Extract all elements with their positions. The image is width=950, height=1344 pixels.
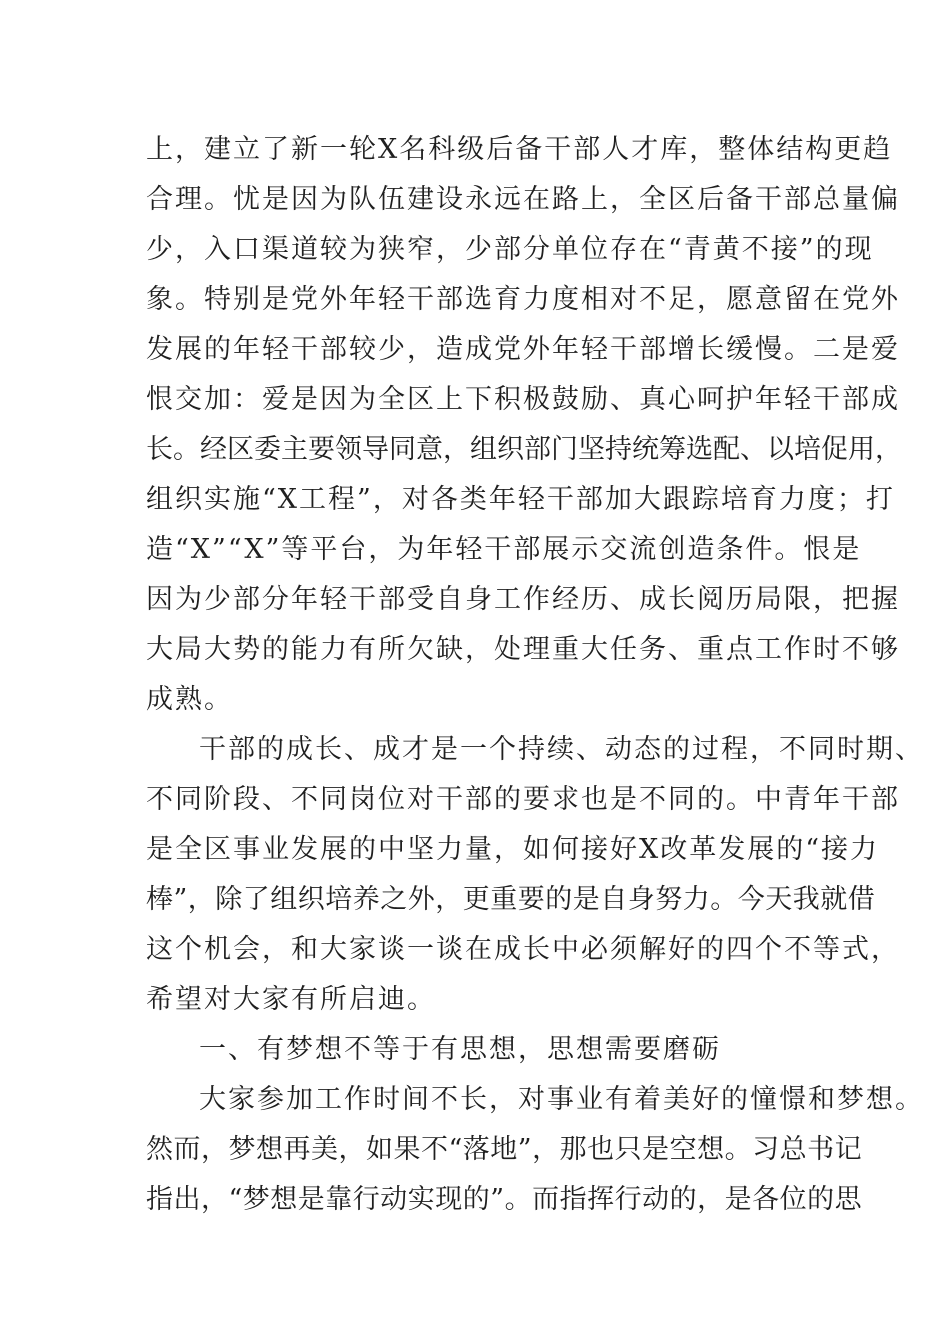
section-heading: 一、有梦想不等于有思想，思想需要磨砺 — [199, 1034, 721, 1065]
text-line: 造“X”“X”等平台，为年轻干部展示交流创造条件。恨是 — [146, 534, 862, 565]
paragraph-first-line: 大家参加工作时间不长，对事业有着美好的憧憬和梦想。 — [199, 1084, 924, 1115]
text-line: 这个机会，和大家谈一谈在成长中必须解好的四个不等式， — [146, 934, 900, 965]
text-line: 恨交加：爱是因为全区上下积极鼓励、真心呵护年轻干部成 — [146, 384, 900, 415]
text-line: 成熟。 — [146, 684, 233, 715]
text-line: 上，建立了新一轮X名科级后备干部人才库，整体结构更趋 — [146, 134, 893, 165]
text-line: 不同阶段、不同岗位对干部的要求也是不同的。中青年干部 — [146, 784, 900, 815]
text-line: 棒”，除了组织培养之外，更重要的是自身努力。今天我就借 — [146, 884, 876, 915]
text-line: 是全区事业发展的中坚力量，如何接好X改革发展的“接力 — [146, 834, 880, 865]
text-line: 象。特别是党外年轻干部选育力度相对不足，愿意留在党外 — [146, 284, 900, 315]
text-line: 希望对大家有所启迪。 — [146, 984, 436, 1015]
text-line: 组织实施“X工程”，对各类年轻干部加大跟踪培育力度；打 — [146, 484, 895, 515]
text-line: 少，入口渠道较为狭窄，少部分单位存在“青黄不接”的现 — [146, 234, 874, 265]
text-line: 指出，“梦想是靠行动实现的”。而指挥行动的，是各位的思 — [146, 1184, 863, 1215]
text-line: 然而，梦想再美，如果不“落地”，那也只是空想。习总书记 — [146, 1134, 863, 1165]
text-line: 发展的年轻干部较少，造成党外年轻干部增长缓慢。二是爱 — [146, 334, 900, 365]
text-line: 因为少部分年轻干部受自身工作经历、成长阅历局限，把握 — [146, 584, 900, 615]
paragraph-first-line: 干部的成长、成才是一个持续、动态的过程，不同时期、 — [199, 734, 924, 765]
text-line: 大局大势的能力有所欠缺，处理重大任务、重点工作时不够 — [146, 634, 900, 665]
text-line: 长。经区委主要领导同意，组织部门坚持统筹选配、以培促用， — [146, 434, 902, 465]
text-line: 合理。忧是因为队伍建设永远在路上，全区后备干部总量偏 — [146, 184, 900, 215]
